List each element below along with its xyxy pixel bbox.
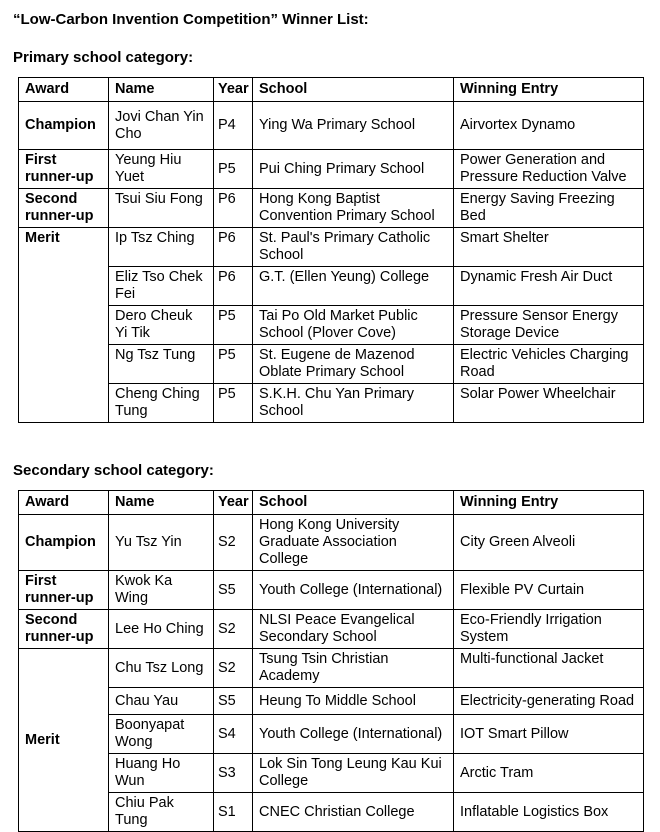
document-title: “Low-Carbon Invention Competition” Winner List:	[13, 11, 369, 28]
name-cell: Lee Ho Ching	[109, 610, 214, 649]
name-cell: Eliz Tso Chek Fei	[109, 267, 214, 306]
winning-entry-cell: Energy Saving Freezing Bed	[454, 189, 644, 228]
winning-entry-cell: Arctic Tram	[454, 754, 644, 793]
year-cell: S1	[214, 793, 253, 832]
winning-entry-cell: Inflatable Logistics Box	[454, 793, 644, 832]
name-cell: Dero Cheuk Yi Tik	[109, 306, 214, 345]
column-header-year: Year	[214, 491, 253, 515]
award-cell: Champion	[19, 102, 109, 150]
year-cell: P6	[214, 267, 253, 306]
school-cell: Heung To Middle School	[253, 688, 454, 715]
name-cell: Yeung Hiu Yuet	[109, 150, 214, 189]
year-cell: P5	[214, 306, 253, 345]
column-header-winning-entry: Winning Entry	[454, 78, 644, 102]
name-cell: Yu Tsz Yin	[109, 515, 214, 571]
column-header-name: Name	[109, 78, 214, 102]
winning-entry-cell: Electricity-generating Road	[454, 688, 644, 715]
award-cell: First runner-up	[19, 150, 109, 189]
award-cell: Merit	[19, 649, 109, 832]
primary-school-section	[13, 50, 643, 423]
table-row	[19, 189, 644, 228]
secondary-school-section	[13, 463, 643, 832]
year-cell: P4	[214, 102, 253, 150]
school-cell: S.K.H. Chu Yan Primary School	[253, 384, 454, 423]
school-cell: NLSI Peace Evangelical Secondary School	[253, 610, 454, 649]
secondary-winners-table	[18, 490, 644, 832]
school-cell: St. Eugene de Mazenod Oblate Primary School	[253, 345, 454, 384]
winning-entry-cell: City Green Alveoli	[454, 515, 644, 571]
award-cell: First runner-up	[19, 571, 109, 610]
winning-entry-cell: IOT Smart Pillow	[454, 715, 644, 754]
name-cell: Boonyapat Wong	[109, 715, 214, 754]
header-row	[19, 78, 644, 102]
year-cell: P5	[214, 345, 253, 384]
table-row	[19, 150, 644, 189]
name-cell: Chau Yau	[109, 688, 214, 715]
school-cell: Hong Kong Baptist Convention Primary School	[253, 189, 454, 228]
school-cell: Pui Ching Primary School	[253, 150, 454, 189]
school-cell: CNEC Christian College	[253, 793, 454, 832]
table-row	[19, 649, 644, 688]
year-cell: P5	[214, 384, 253, 423]
column-header-name: Name	[109, 491, 214, 515]
table-row	[19, 345, 644, 384]
name-cell: Tsui Siu Fong	[109, 189, 214, 228]
table-row	[19, 306, 644, 345]
school-cell: Youth College (International)	[253, 571, 454, 610]
year-cell: P6	[214, 189, 253, 228]
year-cell: S5	[214, 571, 253, 610]
secondary-section-heading: Secondary school category:	[13, 462, 214, 479]
column-header-award: Award	[19, 78, 109, 102]
school-cell: Youth College (International)	[253, 715, 454, 754]
table-row	[19, 793, 644, 832]
table-row	[19, 102, 644, 150]
name-cell: Cheng Ching Tung	[109, 384, 214, 423]
table-row	[19, 267, 644, 306]
winning-entry-cell: Power Generation and Pressure Reduction Valve	[454, 150, 644, 189]
table-row	[19, 610, 644, 649]
name-cell: Ng Tsz Tung	[109, 345, 214, 384]
year-cell: S5	[214, 688, 253, 715]
school-cell: Ying Wa Primary School	[253, 102, 454, 150]
winning-entry-cell: Solar Power Wheelchair	[454, 384, 644, 423]
year-cell: S2	[214, 649, 253, 688]
table-row	[19, 384, 644, 423]
name-cell: Chu Tsz Long	[109, 649, 214, 688]
name-cell: Jovi Chan Yin Cho	[109, 102, 214, 150]
school-cell: Hong Kong University Graduate Association College	[253, 515, 454, 571]
header-row	[19, 491, 644, 515]
winning-entry-cell: Eco-Friendly Irrigation System	[454, 610, 644, 649]
table-row	[19, 515, 644, 571]
column-header-year: Year	[214, 78, 253, 102]
winning-entry-cell: Multi-functional Jacket	[454, 649, 644, 688]
name-cell: Chiu Pak Tung	[109, 793, 214, 832]
winning-entry-cell: Airvortex Dynamo	[454, 102, 644, 150]
column-header-award: Award	[19, 491, 109, 515]
year-cell: S2	[214, 515, 253, 571]
school-cell: Tsung Tsin Christian Academy	[253, 649, 454, 688]
table-row	[19, 754, 644, 793]
winning-entry-cell: Pressure Sensor Energy Storage Device	[454, 306, 644, 345]
column-header-school: School	[253, 78, 454, 102]
column-header-school: School	[253, 491, 454, 515]
table-row	[19, 715, 644, 754]
winning-entry-cell: Smart Shelter	[454, 228, 644, 267]
award-cell: Second runner-up	[19, 189, 109, 228]
table-row	[19, 571, 644, 610]
table-row	[19, 688, 644, 715]
winning-entry-cell: Dynamic Fresh Air Duct	[454, 267, 644, 306]
school-cell: Lok Sin Tong Leung Kau Kui College	[253, 754, 454, 793]
year-cell: P5	[214, 150, 253, 189]
school-cell: G.T. (Ellen Yeung) College	[253, 267, 454, 306]
school-cell: St. Paul's Primary Catholic School	[253, 228, 454, 267]
primary-section-heading: Primary school category:	[13, 49, 194, 66]
year-cell: S2	[214, 610, 253, 649]
table-row	[19, 228, 644, 267]
year-cell: S4	[214, 715, 253, 754]
winning-entry-cell: Flexible PV Curtain	[454, 571, 644, 610]
award-cell: Second runner-up	[19, 610, 109, 649]
school-cell: Tai Po Old Market Public School (Plover Cove)	[253, 306, 454, 345]
year-cell: P6	[214, 228, 253, 267]
award-cell: Merit	[19, 228, 109, 423]
award-cell: Champion	[19, 515, 109, 571]
year-cell: S3	[214, 754, 253, 793]
name-cell: Kwok Ka Wing	[109, 571, 214, 610]
name-cell: Huang Ho Wun	[109, 754, 214, 793]
column-header-winning-entry: Winning Entry	[454, 491, 644, 515]
winning-entry-cell: Electric Vehicles Charging Road	[454, 345, 644, 384]
primary-winners-table	[18, 77, 644, 423]
name-cell: Ip Tsz Ching	[109, 228, 214, 267]
